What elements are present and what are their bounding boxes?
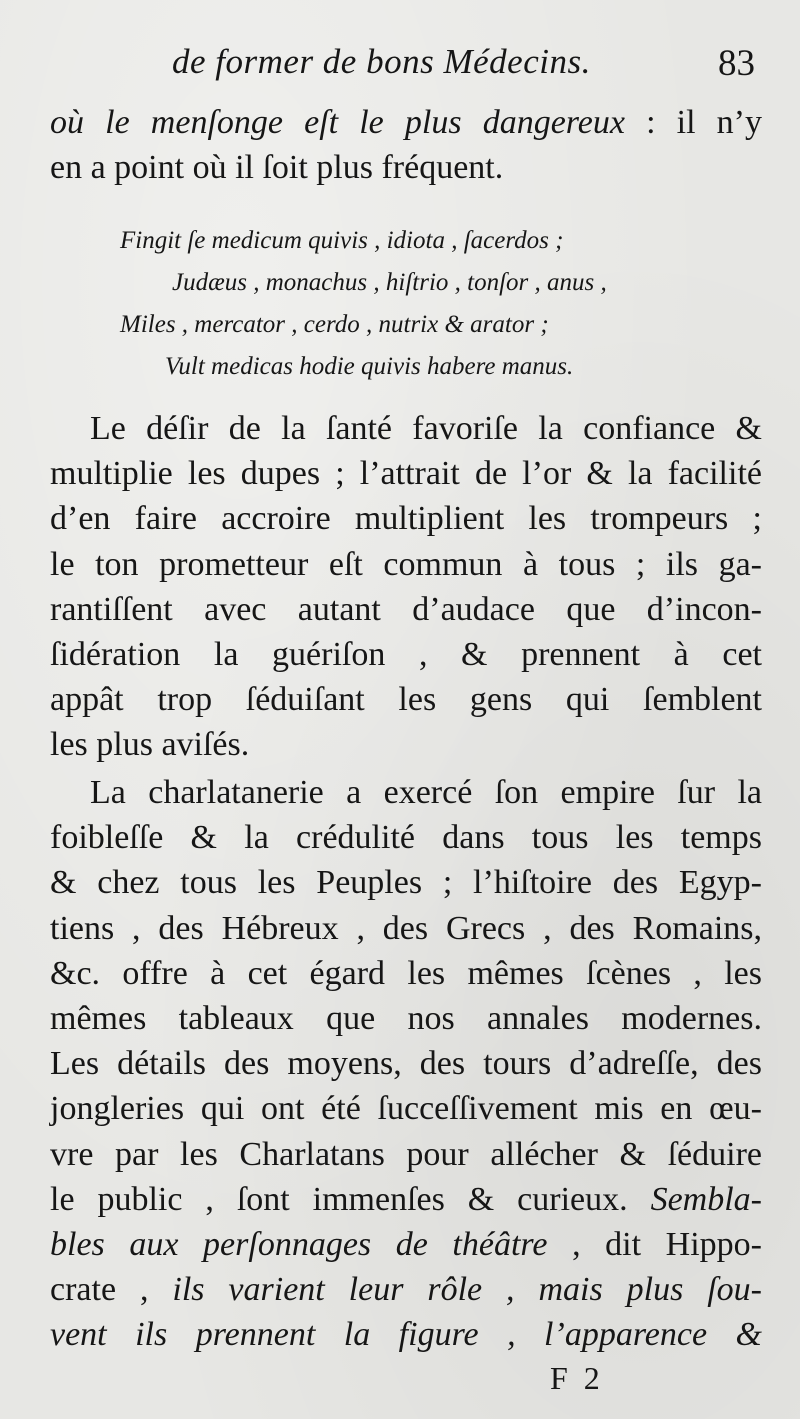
text-line: La charlatanerie a exercé ſon empire ſur la xyxy=(90,774,762,811)
text-line: Le déſir de la ſanté favoriſe la confiance & xyxy=(90,410,762,447)
text-line: en a point où il ſoit plus fréquent. xyxy=(50,149,504,187)
verse-line: Vult medicas hodie quivis habere manus. xyxy=(165,353,574,380)
text-line: &c. offre à cet égard les mêmes ſcènes , les xyxy=(50,954,762,992)
text-line: le ton prometteur eſt commun à tous ; ils ga- xyxy=(50,545,762,583)
text-line: jongleries qui ont été ſucceſſivement mis en œu- xyxy=(50,1090,762,1128)
running-head-title: de former de bons Médecins. xyxy=(172,42,591,81)
text-line: vre par les Charlatans pour allécher & ſéduire xyxy=(50,1135,762,1173)
verse-line: Judæus , monachus , hiſtrio , tonſor , anus , xyxy=(172,269,607,296)
verse-line: Fingit ſe medicum quivis , idiota , ſacerdos ; xyxy=(120,227,564,254)
text-line: multiplie les dupes ; l’attrait de l’or & la facilité xyxy=(50,455,762,493)
verse-line: Miles , mercator , cerdo , nutrix & arator ; xyxy=(120,311,549,338)
text-line: mêmes tableaux que nos annales modernes. xyxy=(50,999,762,1037)
text-line: tiens , des Hébreux , des Grecs , des Romains, xyxy=(50,909,762,947)
text-line: le public , ſont immenſes & curieux. Sembla- xyxy=(50,1180,762,1218)
text-line: appât trop ſéduiſant les gens qui ſemblent xyxy=(50,681,762,719)
paragraph-1 xyxy=(50,406,762,768)
running-head xyxy=(0,42,800,92)
text-line: foibleſſe & la crédulité dans tous les temps xyxy=(50,819,762,857)
paragraph-2 xyxy=(50,770,762,1357)
signature-mark: F 2 xyxy=(550,1360,604,1396)
text-line: Les détails des moyens, des tours d’adreſſe, des xyxy=(50,1045,762,1083)
text-line: d’en faire accroire multiplient les trompeurs ; xyxy=(50,500,762,538)
text-line: crate , ils varient leur rôle , mais plus ſou- xyxy=(50,1271,762,1309)
opening-lines xyxy=(50,100,762,190)
text-line: bles aux perſonnages de théâtre , dit Hippo- xyxy=(50,1225,762,1263)
text-line: ſidération la guériſon , & prennent à cet xyxy=(50,635,762,673)
text-line: rantiſſent avec autant d’audace que d’incon- xyxy=(50,590,762,628)
text-line: où le menſonge eſt le plus dangereux : il n’y xyxy=(50,104,762,141)
page-number: 83 xyxy=(718,43,755,84)
text-line: vent ils prennent la figure , l’apparence & xyxy=(50,1316,762,1354)
text-line: les plus aviſés. xyxy=(50,726,250,764)
text-line: & chez tous les Peuples ; l’hiſtoire des Egyp- xyxy=(50,864,762,902)
